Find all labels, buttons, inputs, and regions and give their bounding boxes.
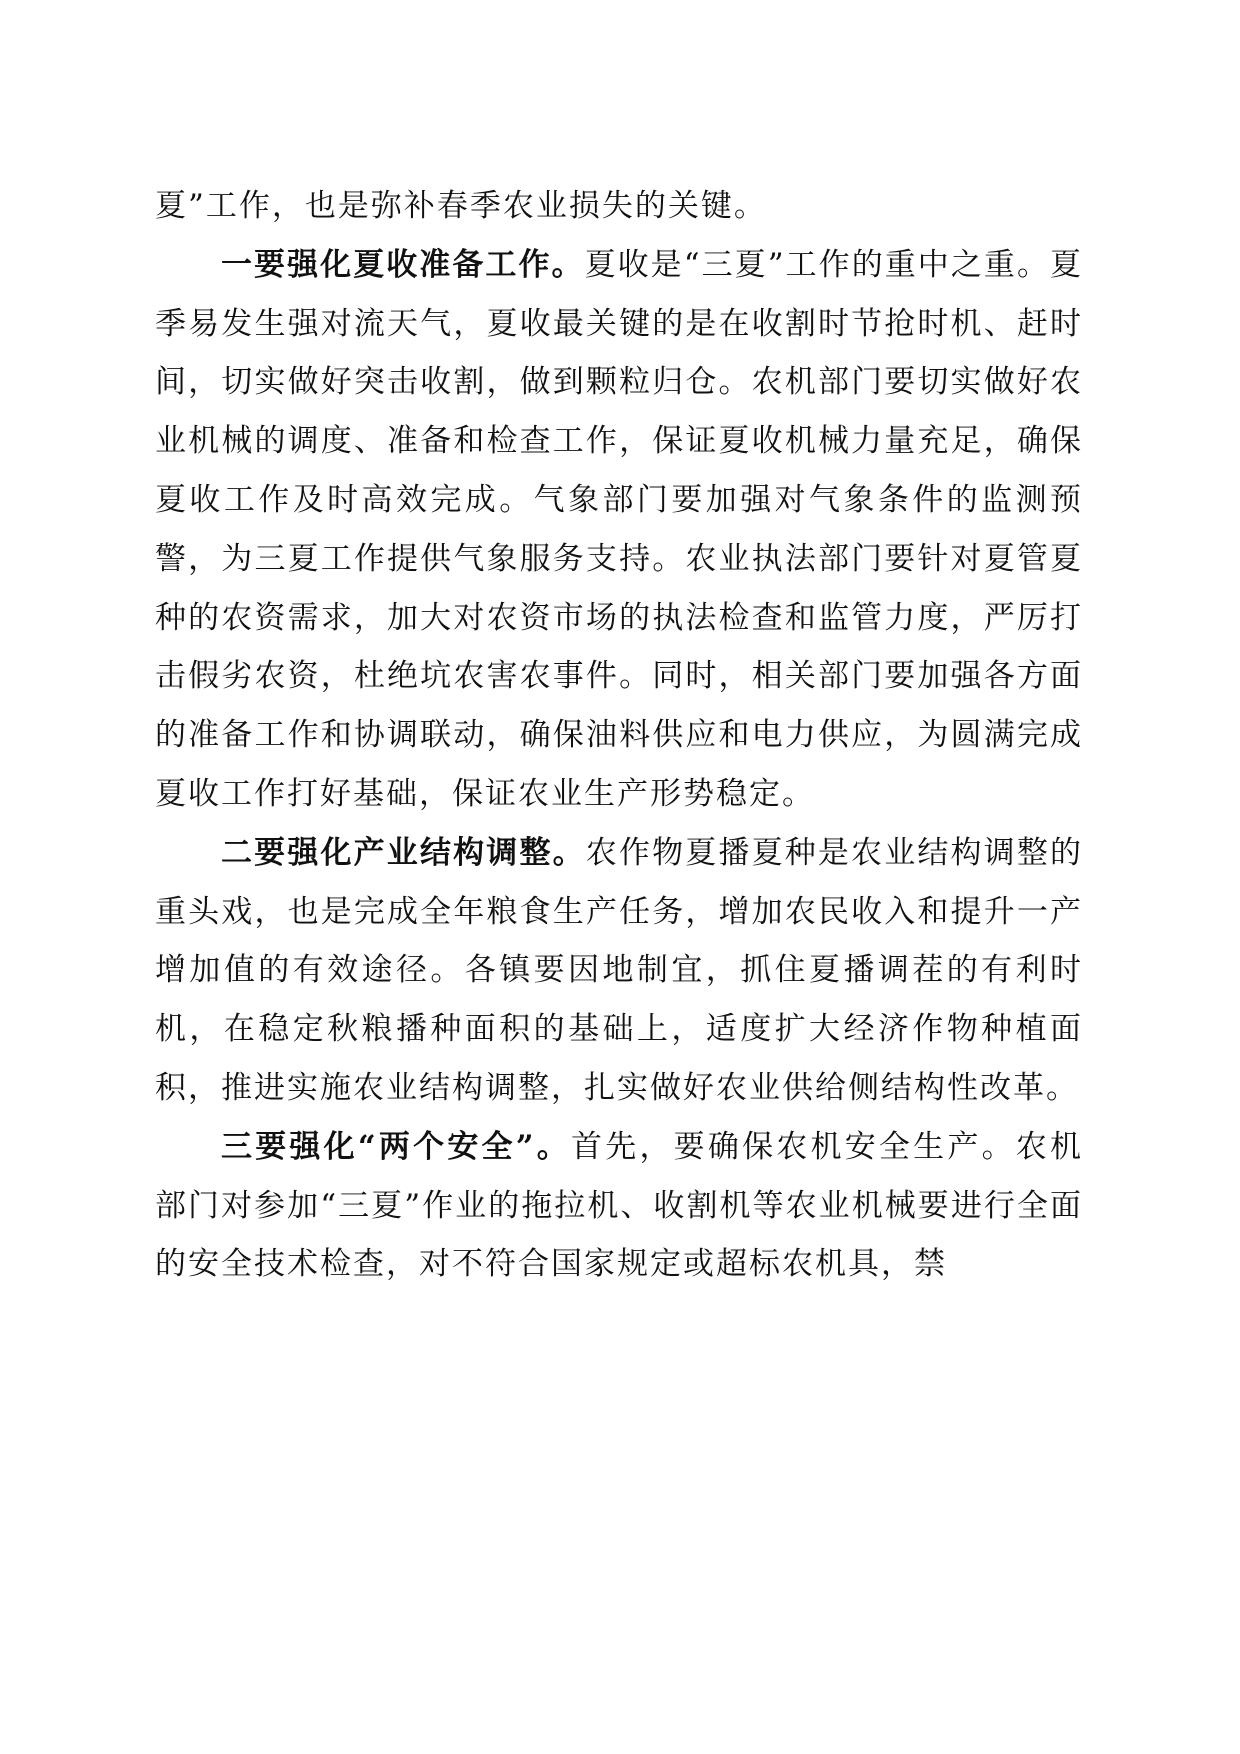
paragraph-two-safeties <box>155 1118 1083 1294</box>
paragraph-text: 夏收是“三夏”工作的重中之重。夏季易发生强对流天气，夏收最关键的是在收割时节抢时机、赶时间，切实做好突击收割，做到颗粒归仓。农机部门要切实做好农业机械的调度、准备和检查工作，保证夏收机械力量充足，确保夏收工作及时高效完成。气象部门要加强对气象条件的监测预警，为三夏工作提供气象服务支持。农业执法部门要针对夏管夏种的农资需求，加大对农资市场的执法检查和监管力度，严厉打击假劣农资，杜绝坑农害农事件。同时，相关部门要加强各方面的准备工作和协调联动，确保油料供应和电力供应，为圆满完成夏收工作打好基础，保证农业生产形势稳定。 <box>155 246 1084 812</box>
paragraph-lead: 三要强化“两个安全”。 <box>221 1128 572 1165</box>
paragraph-summer-harvest <box>155 236 1083 824</box>
paragraph-continuation <box>155 177 1083 236</box>
paragraph-lead: 一要强化夏收准备工作。 <box>221 246 585 283</box>
paragraph-text: 农作物夏播夏种是农业结构调整的重头戏，也是完成全年粮食生产任务，增加农民收入和提升一产增加值的有效途径。各镇要因地制宜，抓住夏播调茬的有利时机，在稳定秋粮播种面积的基础上，适度扩大经济作物种植面积，推进实施农业结构调整，扎实做好农业供给侧结构性改革。 <box>155 834 1084 1106</box>
paragraph-lead: 二要强化产业结构调整。 <box>221 834 586 871</box>
document-page <box>155 177 1083 1294</box>
paragraph-industry-structure <box>155 824 1083 1118</box>
paragraph-text: 首先，要确保农机安全生产。农机部门对参加“三夏”作业的拖拉机、收割机等农业机械要进行全面的安全技术检查，对不符合国家规定或超标农机具，禁 <box>155 1128 1083 1283</box>
paragraph-text: 夏”工作，也是弥补春季农业损失的关键。 <box>155 188 767 224</box>
